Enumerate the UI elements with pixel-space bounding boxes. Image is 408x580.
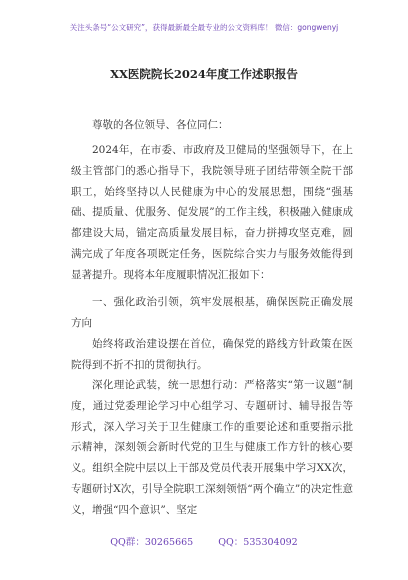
footer-qq-group: QQ群：30265665 xyxy=(110,537,194,548)
footer-qq: QQ：535304092 xyxy=(218,537,298,548)
salutation: 尊敬的各位领导、各位同仁： xyxy=(92,119,229,131)
footer-contacts xyxy=(0,534,408,548)
body-paragraph: 深化理论武装，统一思想行动：严格落实“第一议题”制度，通过党委理论学习中心组学习、专题研讨、辅导报告等形式，深入学习关于卫生健康工作的重要论述和重要指示批示精神，深刻领会新时代党的卫生与健康工作方针的核心要义。组织全院中层以上干部及党员代表开展集中学习XX次，专题研讨X次，引导全院职工深刻领悟“两个确立”的决定性意义，增强“四个意识”、坚定 xyxy=(71,379,353,516)
intro-paragraph: 2024年，在市委、市政府及卫健局的坚强领导下，在上级主管部门的悉心指导下，我院领导班子团结带领全院干部职工，始终坚持以人民健康为中心的发展思想，围绕“强基础、提质量、优服务、促发展”的工作主线，积极融入健康成都建设大局，锚定高质量发展目标，奋力拼搏攻坚克难，圆满完成了年度各项既定任务，医院综合实力与服务效能得到显著提升。现将本年度履职情况汇报如下： xyxy=(71,144,353,281)
section-paragraph: 始终将政治建设摆在首位，确保党的路线方针政策在医院得到不折不扣的贯彻执行。 xyxy=(71,338,353,371)
section-heading: 一、强化政治引领，筑牢发展根基，确保医院正确发展方向 xyxy=(71,296,353,329)
document-title: XX医院院长2024年度工作述职报告 xyxy=(110,67,298,81)
header-notice: 关注头条号“公文研究”，获得最新最全最专业的公文资料库！ 微信：gongwenyj xyxy=(69,23,339,32)
